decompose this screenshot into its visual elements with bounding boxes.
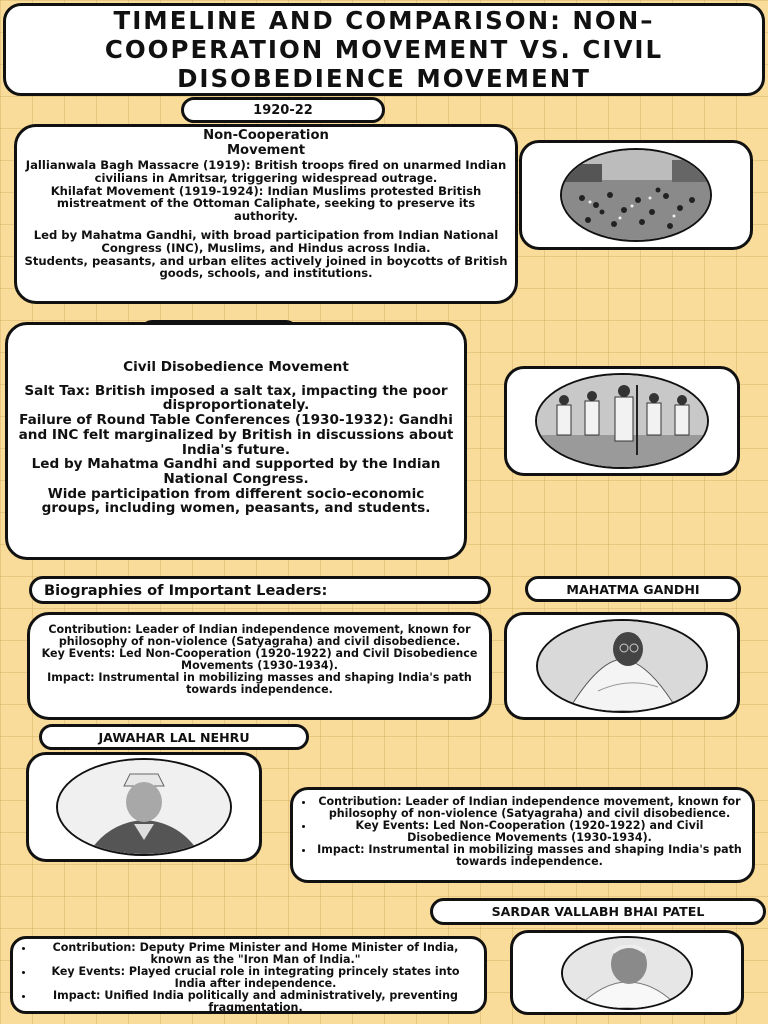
gandhi-bio-card <box>27 612 492 720</box>
non-cooperation-point-4: Students, peasants, and urban elites actively joined in boycotts of British goods, schools, and institutions. <box>24 253 508 281</box>
massacre-photo-frame <box>519 140 753 250</box>
nehru-key-events: • Key Events: Led Non-Cooperation (1920-1922) and Civil Disobedience Movements (1930-1934). <box>315 820 744 844</box>
patel-impact: • Impact: Unified India politically and administratively, preventing fragmentation. <box>35 990 476 1014</box>
non-cooperation-card <box>14 124 518 304</box>
patel-key-events: • Key Events: Played crucial role in integrating princely states into India after independence. <box>35 966 476 990</box>
patel-portrait <box>561 936 693 1010</box>
non-cooperation-heading: Non-Cooperation Movement <box>203 128 329 158</box>
civil-disobedience-point-1: Salt Tax: British imposed a salt tax, impacting the poor disproportionately. <box>24 382 448 414</box>
page-title: TIMELINE AND COMPARISON: NON–COOPERATION MOVEMENT VS. CIVIL DISOBEDIENCE MOVEMENT <box>104 6 664 93</box>
gandhi-portrait <box>536 619 708 713</box>
non-cooperation-point-1: Jallianwala Bagh Massacre (1919): British troops fired on unarmed Indian civilians in Amritsar, triggering widespread outrage. <box>25 158 507 185</box>
date-pill-non-cooperation: 1920-22 <box>181 97 385 123</box>
gandhi-contribution: Contribution: Leader of Indian independence movement, known for philosophy of non-violence (Satyagraha) and civil disobedience. <box>48 623 471 648</box>
nehru-name-label: JAWAHAR LAL NEHRU <box>39 724 309 750</box>
non-cooperation-point-3: Led by Mahatma Gandhi, with broad participation from Indian National Congress (INC), Muslims, and Hindus across India. <box>33 227 499 255</box>
title-banner <box>3 3 765 96</box>
civil-disobedience-card <box>5 322 467 560</box>
nehru-contribution: • Contribution: Leader of Indian independence movement, known for philosophy of non-violence (Satyagraha) and civil disobedience. <box>315 796 744 820</box>
civil-disobedience-point-3: Led by Mahatma Gandhi and supported by the Indian National Congress. <box>31 456 441 487</box>
non-cooperation-point-2: Khilafat Movement (1919-1924): Indian Muslims protested British mistreatment of the Ottoman Caliphate, seeking to preserve its authority. <box>50 183 482 224</box>
salt-march-photo <box>535 373 709 469</box>
nehru-photo-frame <box>26 752 262 862</box>
nehru-impact: • Impact: Instrumental in mobilizing masses and shaping India's path towards independence. <box>315 844 744 868</box>
patel-name-label: SARDAR VALLABH BHAI PATEL <box>430 898 766 925</box>
gandhi-name-label: MAHATMA GANDHI <box>525 576 741 602</box>
salt-march-photo-frame <box>504 366 740 476</box>
crowd-photo <box>560 148 712 242</box>
patel-bio-card <box>10 936 487 1014</box>
civil-disobedience-point-2: Failure of Round Table Conferences (1930-1932): Gandhi and INC felt marginalized by British in discussions about India's future. <box>18 412 454 458</box>
gandhi-photo-frame <box>504 612 740 720</box>
civil-disobedience-point-4: Wide participation from different socio-economic groups, including women, peasants, and students. <box>41 485 431 517</box>
biographies-heading: Biographies of Important Leaders: <box>29 576 491 604</box>
gandhi-key-events: Key Events: Led Non-Cooperation (1920-1922) and Civil Disobedience Movements (1930-1934). <box>41 646 478 672</box>
patel-photo-frame <box>510 930 744 1015</box>
gandhi-impact: Impact: Instrumental in mobilizing masses and shaping India's path towards independence. <box>47 670 472 696</box>
nehru-portrait <box>56 758 232 856</box>
patel-contribution: • Contribution: Deputy Prime Minister and Home Minister of India, known as the "Iron Man of India." <box>35 942 476 966</box>
nehru-bio-card <box>290 787 755 883</box>
civil-disobedience-heading: Civil Disobedience Movement <box>123 359 349 375</box>
